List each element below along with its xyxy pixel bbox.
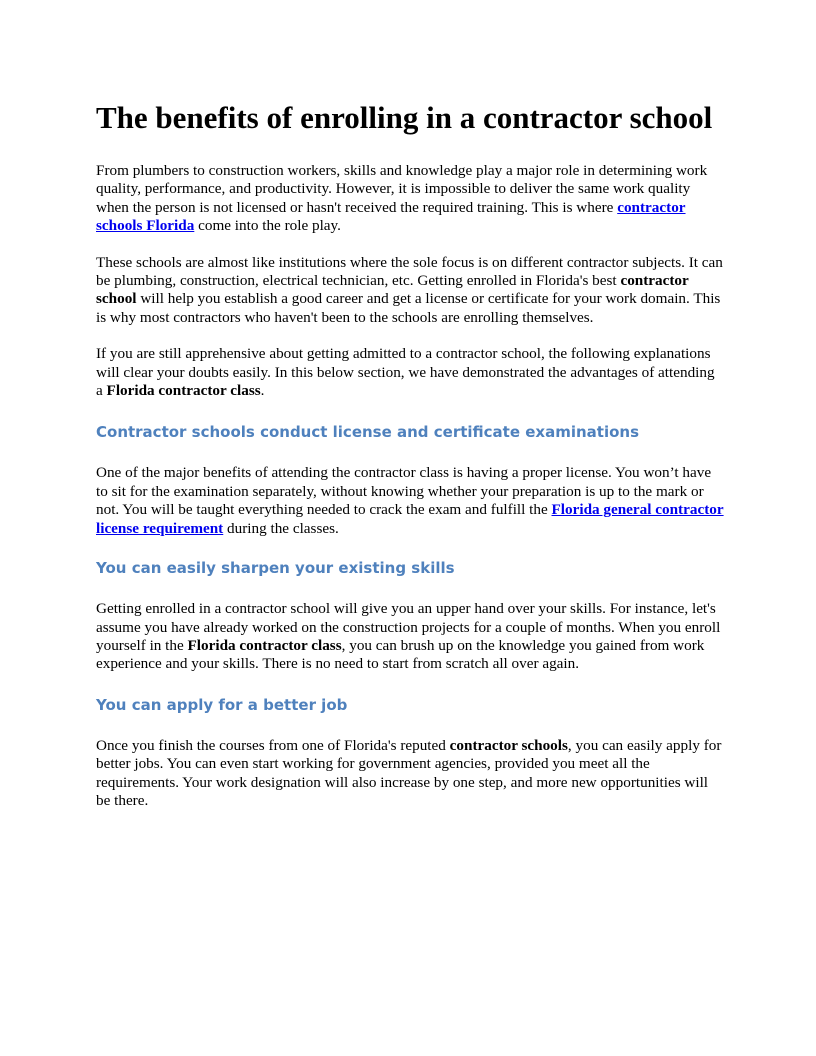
skills-paragraph [96, 600, 724, 674]
license-requirement-link[interactable]: Florida general contractor license requirement [96, 501, 724, 537]
section3-text-2: , you can easily apply for better jobs. You can even start working for government agencies, provided you meet all the requirements. Your work designation will also increase by one step, and more new opportunities will be there. [96, 736, 722, 809]
intro-paragraph [96, 162, 724, 236]
section2-bold: Florida contractor class [187, 636, 342, 654]
schools-paragraph [96, 254, 724, 328]
job-paragraph [96, 737, 724, 811]
intro-text-1: From plumbers to construction workers, skills and knowledge play a major role in determining work quality, performance, and productivity. However, it is impossible to deliver the same work quality when the person is not licensed or hasn't received the required training. This is where [96, 162, 708, 216]
para2-text-2: will help you establish a good career and get a license or certificate for your work domain. This is why most contractors who haven't been to the schools are enrolling themselves. [96, 290, 721, 326]
para3-bold: Florida contractor class [106, 382, 261, 400]
para3-text-1: If you are still apprehensive about getting admitted to a contractor school, the following explanations will clear your doubts easily. In this below section, we have demonstrated the advantages of attending a [96, 345, 715, 400]
apprehensive-paragraph [96, 345, 724, 400]
contractor-schools-florida-link[interactable]: contractor schools Florida [96, 198, 686, 235]
page-title: The benefits of enrolling in a contractor school [96, 100, 713, 135]
document-page [96, 90, 724, 828]
section2-text-2: , you can brush up on the knowledge you gained from work experience and your skills. There is no need to start from scratch all over again. [96, 636, 705, 673]
license-paragraph [96, 464, 724, 538]
section-heading-job: You can apply for a better job [96, 695, 348, 714]
para2-text-1: These schools are almost like institutions where the sole focus is on different contractor subjects. It can be plumbing, construction, electrical technician, etc. Getting enrolled in Florida's best [96, 253, 723, 290]
section-heading-license: Contractor schools conduct license and certificate examinations [96, 423, 639, 442]
para2-bold: contractor school [96, 272, 689, 308]
section-heading-skills: You can easily sharpen your existing skills [96, 559, 455, 578]
intro-text-2: come into the role play. [194, 217, 341, 235]
section3-text-1: Once you finish the courses from one of Florida's reputed [96, 736, 450, 754]
section3-bold: contractor schools [449, 736, 568, 754]
section2-text-1: Getting enrolled in a contractor school will give you an upper hand over your skills. For instance, let's assume you have already worked on the construction projects for a couple of months. When you enroll yourself in the [96, 600, 721, 654]
section1-text-2: during the classes. [223, 519, 339, 537]
para3-text-2: . [260, 382, 265, 400]
section1-text-1: One of the major benefits of attending the contractor class is having a proper license. You won’t have to sit for the examination separately, without knowing whether your preparation is up to the mark or not. You will be taught everything needed to crack the exam and fulfill the [96, 464, 712, 519]
